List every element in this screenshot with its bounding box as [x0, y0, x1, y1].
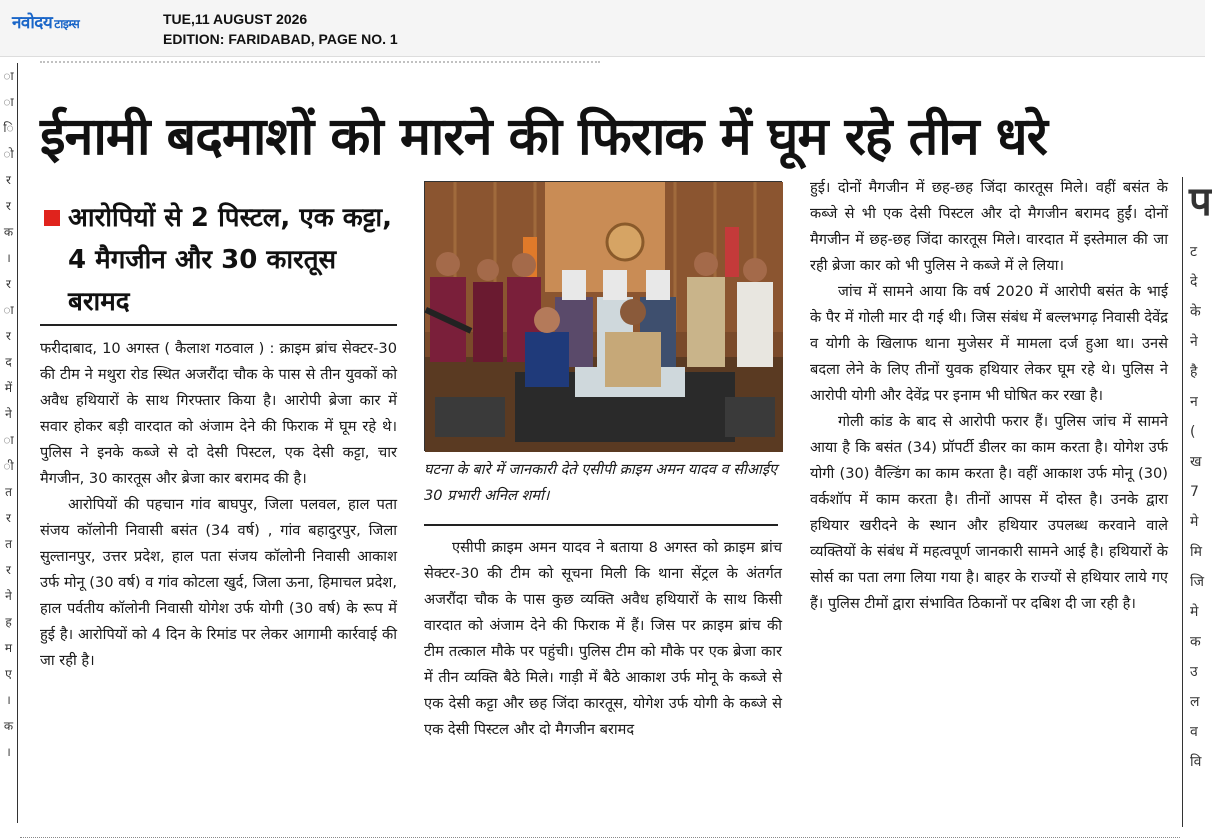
left-fragment-char: ि — [3, 121, 14, 135]
article-column-1 — [40, 336, 397, 674]
left-fragment-char: ा — [3, 433, 14, 447]
logo-sub-text: टाइम्स — [54, 17, 80, 31]
left-fragment-char: र — [6, 329, 11, 343]
edition-date: TUE,11 AUGUST 2026 — [163, 11, 308, 27]
right-fragment-char: मे — [1190, 604, 1199, 620]
left-fragment-char: । — [6, 745, 11, 759]
subhead-block — [40, 197, 400, 325]
column-3-paragraph: हुई। दोनों मैगजीन में छह-छह जिंदा कारतूस मिले। वहीं बसंत के कब्जे से भी एक देसी पिस्टल और दो मैगजीन बरामद हुईं। दोनों मैगजीन में छह-छह जिंदा कारतूस मिले। वारदात में इस्तेमाल की जा रही ब्रेजा कार को भी पुलिस ने कब्जे में ले लिया। — [810, 179, 1168, 274]
left-fragment-char: । — [6, 693, 11, 707]
right-fragment-big-char: प — [1189, 179, 1212, 225]
right-fragment-char: ने — [1190, 334, 1198, 350]
right-adjacent-column-fragment — [1182, 177, 1212, 827]
left-fragment-char: ी — [3, 459, 14, 473]
right-fragment-char: ल — [1190, 694, 1200, 710]
left-fragment-char: म — [4, 641, 13, 655]
right-fragment-char: जि — [1190, 574, 1205, 590]
right-fragment-char: दे — [1190, 274, 1198, 290]
edition-name-page: EDITION: FARIDABAD, PAGE NO. 1 — [163, 31, 398, 47]
left-fragment-char: क — [3, 719, 14, 733]
cut-line — [40, 57, 600, 63]
left-fragment-char: र — [6, 511, 11, 525]
right-fragment-char: है — [1190, 364, 1198, 380]
column-3-paragraph: गोली कांड के बाद से आरोपी फरार हैं। पुलिस जांच में सामने आया है कि बसंत (34) प्रॉपर्टी डीलर का काम करता है। योगेश उर्फ योगी (30) वैल्डिंग का काम करता है। वहीं आकाश उर्फ मोनू (30) वर्कशॉप में काम करता है। तीनों आपस में दोस्त है। उनके द्वारा हथियार खरीदने के स्थान और हथियार उपलब्ध करवाने वाले व्यक्तियों के संबंध में महत्वपूर्ण जानकारी सामने आई है। हथियारों के सोर्स का पता लगा लिया गया है। बाहर के राज्यों से हथियार लाये गए हैं। पुलिस टीमों द्वारा संभावित ठिकानों पर दबिश दी जा रही है। — [810, 413, 1168, 612]
subhead-divider — [40, 324, 397, 326]
news-photo[interactable] — [424, 181, 782, 451]
article-column-3 — [810, 175, 1168, 617]
page-bottom-divider — [20, 837, 1180, 838]
left-fragment-char: क — [3, 225, 14, 239]
right-fragment-char: ट — [1190, 244, 1198, 260]
newspaper-page — [0, 57, 1212, 840]
column-1-paragraph: फरीदाबाद, 10 अगस्त ( कैलाश गठवाल ) : क्राइम ब्रांच सेक्टर-30 की टीम ने मथुरा रोड स्थित अजरौंदा चौक के पास से तीन युवकों को अवैध हथियारों के साथ गिरफ्तार किया है। आरोपी ब्रेजा कार में सवार होकर बड़ी वारदात को अंजाम देने की फिराक में घूम रहे थे। पुलिस ने इनके कब्जे से दो देसी पिस्टल, एक देसी कट्टा, चार मैगजीन, 30 कारतूस और ब्रेजा कार बरामद की है। — [40, 340, 397, 487]
right-fragment-char: मि — [1190, 544, 1202, 560]
right-fragment-char: व — [1190, 724, 1198, 740]
column-2-paragraph: एसीपी क्राइम अमन यादव ने बताया 8 अगस्त को क्राइम ब्रांच सेक्टर-30 की टीम को सूचना मिली कि थाना सेंट्रल के अंतर्गत अजरौंदा चौक के पास कुछ व्यक्ति अवैध हथियारों के साथ किसी वारदात को अंजाम देने की फिराक में हैं। जिस पर क्राइम ब्रांच की टीम तत्काल मौके पर पहुंची। पुलिस टीम को मौके पर एक ब्रेजा कार में तीन व्यक्ति बैठे मिले। गाड़ी में बैठे आकाश उर्फ मोनू के कब्जे से एक देसी कट्टा और छह जिंदा कारतूस, योगेश उर्फ योगी के कब्जे से एक देसी पिस्टल और दो मैगजीन बरामद — [424, 539, 782, 738]
right-fragment-char: उ — [1190, 664, 1198, 680]
edition-info — [163, 9, 398, 49]
right-fragment-char: क — [1190, 634, 1201, 650]
left-fragment-char: ा — [3, 303, 14, 317]
left-fragment-char: । — [6, 251, 11, 265]
left-fragment-char: ह — [5, 615, 12, 629]
newspaper-logo[interactable] — [12, 10, 79, 33]
left-fragment-char: द — [5, 355, 12, 369]
right-fragment-char: न — [1190, 394, 1198, 410]
red-square-bullet — [44, 210, 60, 226]
left-adjacent-column-fragment — [0, 63, 18, 823]
right-fragment-char: 7 — [1190, 484, 1199, 500]
article-subhead: आरोपियों से 2 पिस्टल, एक कट्टा, 4 मैगजीन और 30 कारतूस बरामद — [68, 203, 393, 317]
press-conference-photo-illustration — [425, 182, 783, 452]
left-fragment-char: ने — [5, 589, 12, 603]
left-fragment-char: र — [6, 199, 11, 213]
article-column-2 — [424, 535, 782, 743]
left-fragment-char: ा — [3, 69, 14, 83]
left-fragment-char: र — [6, 563, 11, 577]
left-fragment-char: र — [6, 277, 11, 291]
caption-divider — [424, 524, 778, 526]
right-fragment-char: मे — [1190, 514, 1199, 530]
right-fragment-char: ख — [1190, 454, 1202, 470]
column-1-paragraph: आरोपियों की पहचान गांव बाघपुर, जिला पलवल, हाल पता संजय कॉलोनी निवासी बसंत (34 वर्ष) , गांव बहादुरपुर, जिला सुल्तानपुर, उत्तर प्रदेश, हाल पता संजय कॉलोनी निवासी आकाश उर्फ मोनू (30 वर्ष) व गांव कोटला खुर्द, जिला ऊना, हिमाचल प्रदेश, हाल पर्वतीय कॉलोनी निवासी योगेश उर्फ योगी (30 वर्ष) के रूप में हुई है। आरोपियों को 4 दिन के रिमांड पर लेकर आगामी कार्रवाई की जा रही है। — [40, 496, 397, 669]
left-fragment-char: त — [5, 537, 12, 551]
left-fragment-char: त — [5, 485, 12, 499]
logo-main-text: नवोदय — [12, 13, 53, 33]
left-fragment-char: ने — [5, 407, 12, 421]
article-headline: ईनामी बदमाशों को मारने की फिराक में घूम रहे तीन धरे — [40, 107, 1047, 167]
left-fragment-char: ए — [5, 667, 12, 681]
left-fragment-char: र — [6, 173, 11, 187]
left-fragment-char: ो — [3, 147, 14, 161]
photo-caption: घटना के बारे में जानकारी देते एसीपी क्राइम अमन यादव व सीआईए 30 प्रभारी अनिल शर्मा। — [424, 461, 778, 504]
right-fragment-char: वि — [1190, 754, 1202, 770]
right-fragment-char: के — [1190, 304, 1201, 320]
left-fragment-char: में — [4, 381, 13, 395]
column-3-paragraph: जांच में सामने आया कि वर्ष 2020 में आरोपी बसंत के भाई के पैर में गोली मार दी गई थी। जिस संबंध में बल्लभगढ़ निवासी देवेंद्र व योगी के खिलाफ थाना मुजेसर में मामला दर्ज हुआ था। उनसे बदला लेने के लिए तीनों युवक हथियार लेकर घूम रहे थे। पुलिस ने आरोपी योगी और देवेंद्र पर इनाम भी घोषित कर रखा है। — [810, 283, 1168, 404]
edition-header — [0, 0, 1205, 57]
right-fragment-char: ( — [1190, 424, 1196, 440]
left-fragment-char: ा — [3, 95, 14, 109]
